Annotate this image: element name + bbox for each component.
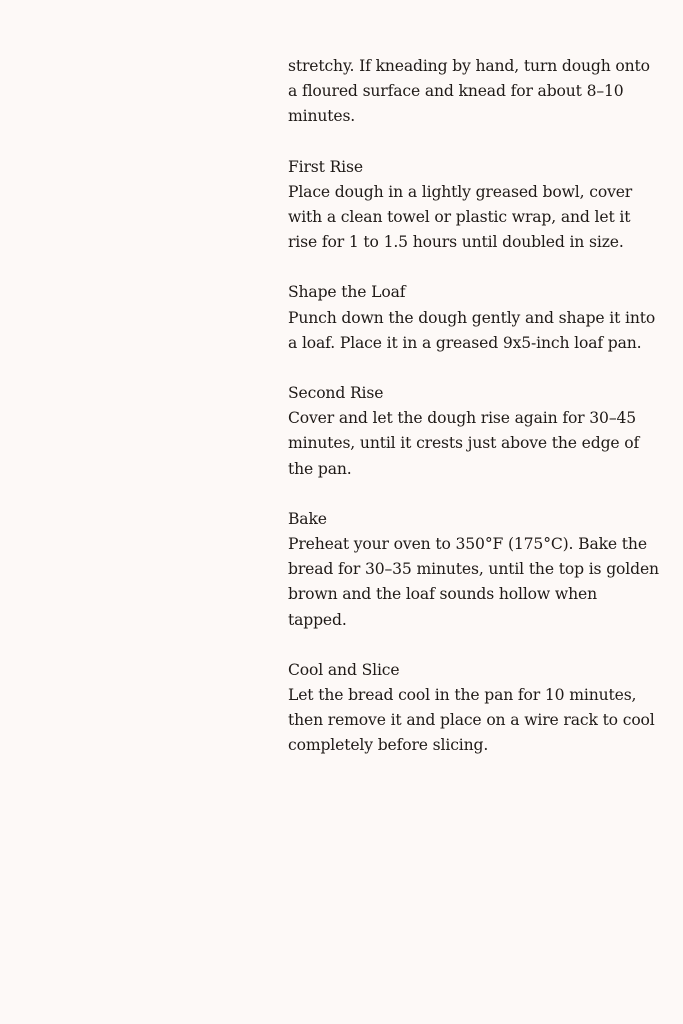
- recipe-instructions: [288, 54, 660, 759]
- section-heading: Bake: [288, 509, 327, 528]
- section-cool-and-slice: [288, 658, 660, 759]
- section-bake: [288, 507, 660, 633]
- section-first-rise: [288, 155, 660, 256]
- section-heading: First Rise: [288, 157, 363, 176]
- section-text: Let the bread cool in the pan for 10 minutes, then remove it and place on a wire rack to cool completely before slicing.: [288, 686, 655, 755]
- intro-text: stretchy. If kneading by hand, turn dough onto a floured surface and knead for about 8–10 minutes.: [288, 57, 650, 126]
- section-text: Preheat your oven to 350°F (175°C). Bake the bread for 30–35 minutes, until the top is golden brown and the loaf sounds hollow when tapped.: [288, 535, 659, 629]
- section-text: Place dough in a lightly greased bowl, cover with a clean towel or plastic wrap, and let it rise for 1 to 1.5 hours until doubled in size.: [288, 182, 633, 252]
- section-heading: Cool and Slice: [288, 660, 400, 679]
- section-text: Punch down the dough gently and shape it into a loaf. Place it in a greased 9x5-inch loaf pan.: [288, 308, 656, 352]
- section-heading: Shape the Loaf: [288, 283, 406, 302]
- section-shape-the-loaf: [288, 280, 660, 356]
- section-text: Cover and let the dough rise again for 30–45 minutes, until it crests just above the edge of the pan.: [288, 409, 640, 478]
- section-second-rise: [288, 381, 660, 482]
- section-heading: Second Rise: [288, 384, 384, 403]
